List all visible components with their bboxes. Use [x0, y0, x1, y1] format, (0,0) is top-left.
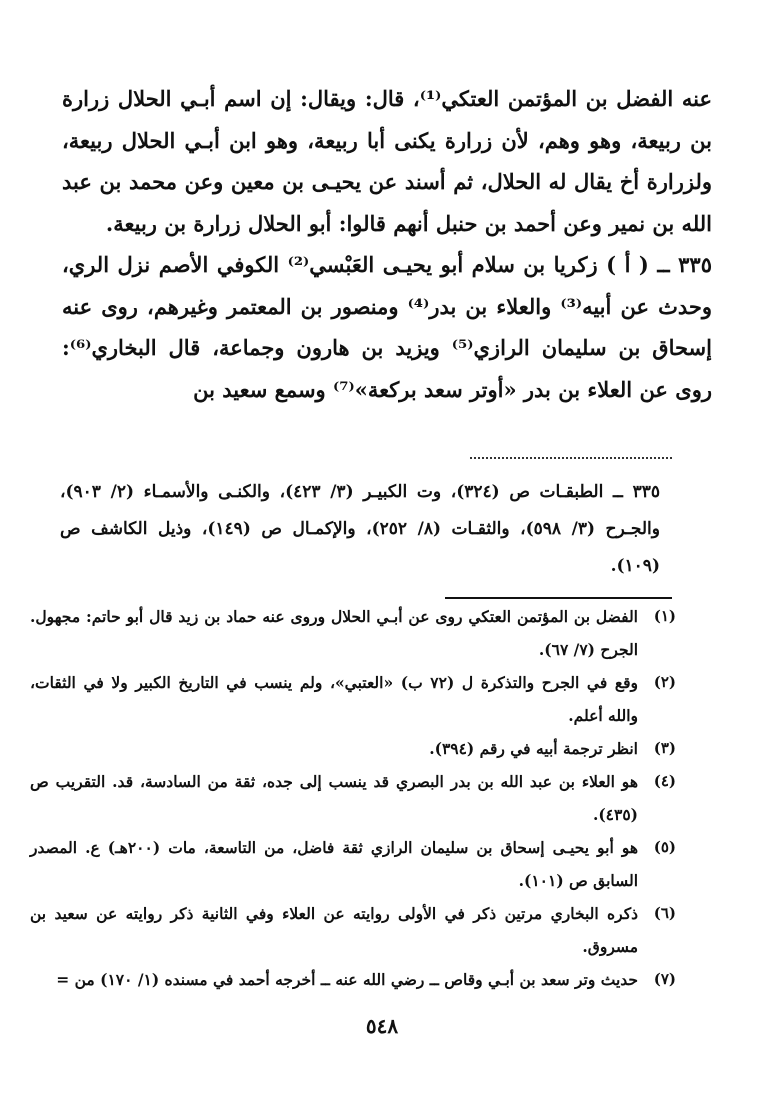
entry-body: زكريا بن سلام أبو يحيـى العَبْسي⁽²⁾ الكوفي الأصم نزل الري، وحدث عن أبيه⁽³⁾ والعلاء بن بدر⁽⁴⁾ ومنصور بن المعتمر وغيرهم، روى عنه إسحاق بن سليمان الرازي⁽⁵⁾ ويزيد بن هارون وجماعة، قال البخاري⁽⁶⁾: روى عن العلاء بن بدر «أوتر سعد بركعة»⁽⁷⁾ وسمع سعيد بن	[62, 252, 712, 402]
continuation-dots	[470, 457, 672, 461]
footnote-text: الفضل بن المؤتمن العتكي روى عن أبـي الحلال وروى عنه حماد بن زيد قال أبو حاتم: مجهول. الجرح (٧/ ٦٧).	[30, 607, 638, 659]
footnote-text: ذكره البخاري مرتين ذكر في الأولى روايته عن العلاء وفي الثانية ذكر روايته عن سعيد بن مسروق.	[30, 904, 638, 956]
page-number: ٥٤٨	[365, 1014, 399, 1038]
footnote-item	[30, 600, 676, 666]
footnote-separator	[445, 597, 672, 599]
sources-text: ٣٣٥ ــ الطبقـات ص (٣٢٤)، وت الكبيـر (٣/ ٤٢٣)، والكنـى والأسمـاء (٢/ ٩٠٣)، والجـرح (٣/ ٥٩٨)، والثقـات (٨/ ٢٥٢)، والإكمـال ص (١٤٩)، وذيل الكاشف ص (١٠٩).	[60, 482, 660, 576]
footnote-number: (٧)	[653, 970, 676, 988]
footnote-text: وقع في الجرح والتذكرة ل (٧٢ ب) «العتبي»، ولم ينسب في التاريخ الكبير ولا في الثقات، والله أعلم.	[30, 673, 639, 725]
footnote-item	[30, 666, 676, 732]
footnote-number: (٦)	[653, 904, 676, 922]
footnote-item	[30, 831, 676, 897]
footnote-item	[30, 765, 676, 831]
main-paragraph-1: عنه الفضل بن المؤتمن العتكي⁽¹⁾، قال: ويقال: إن اسم أبـي الحلال زرارة بن ربيعة، وهو وهم، لأن زرارة يكنى أبا ربيعة، وهو ابن أبـي الحلال ربيعة، ولزرارة أخ يقال له الحلال، ثم أسند عن يحيـى بن معين وعن محمد بن عبد الله بن نمير وعن أحمد بن حنبل أنهم قالوا: أبو الحلال زرارة بن ربيعة.	[62, 86, 712, 236]
footnote-text: هو أبو يحيـى إسحاق بن سليمان الرازي ثقة فاضل، من التاسعة، مات (٢٠٠هـ) ع. المصدر السابق ص (١٠١).	[30, 838, 638, 890]
main-paragraph-2	[62, 244, 712, 410]
main-text	[62, 78, 712, 410]
footnote-number: (٣)	[653, 739, 676, 757]
entry-number: ٣٣٥ ــ ( أ )	[606, 252, 712, 277]
footnote-text: انظر ترجمة أبيه في رقم (٣٩٤).	[429, 739, 638, 758]
footnote-number: (٢)	[653, 673, 676, 691]
footnote-item	[30, 732, 676, 765]
sources-block	[60, 474, 660, 585]
footnote-text: هو العلاء بن عبد الله بن بدر البصري قد ينسب إلى جده، ثقة من السادسة، قد. التقريب ص (٤٣٥).	[30, 772, 638, 824]
footnotes	[30, 600, 676, 996]
footnote-number: (١)	[653, 607, 676, 625]
footnote-item	[30, 963, 676, 996]
footnote-text: حديث وتر سعد بن أبـي وقاص ــ رضي الله عنه ــ أخرجه أحمد في مسنده (١/ ١٧٠) من =	[56, 970, 638, 989]
footnote-number: (٤)	[653, 772, 676, 790]
footnote-number: (٥)	[653, 838, 676, 856]
footnote-item	[30, 897, 676, 963]
